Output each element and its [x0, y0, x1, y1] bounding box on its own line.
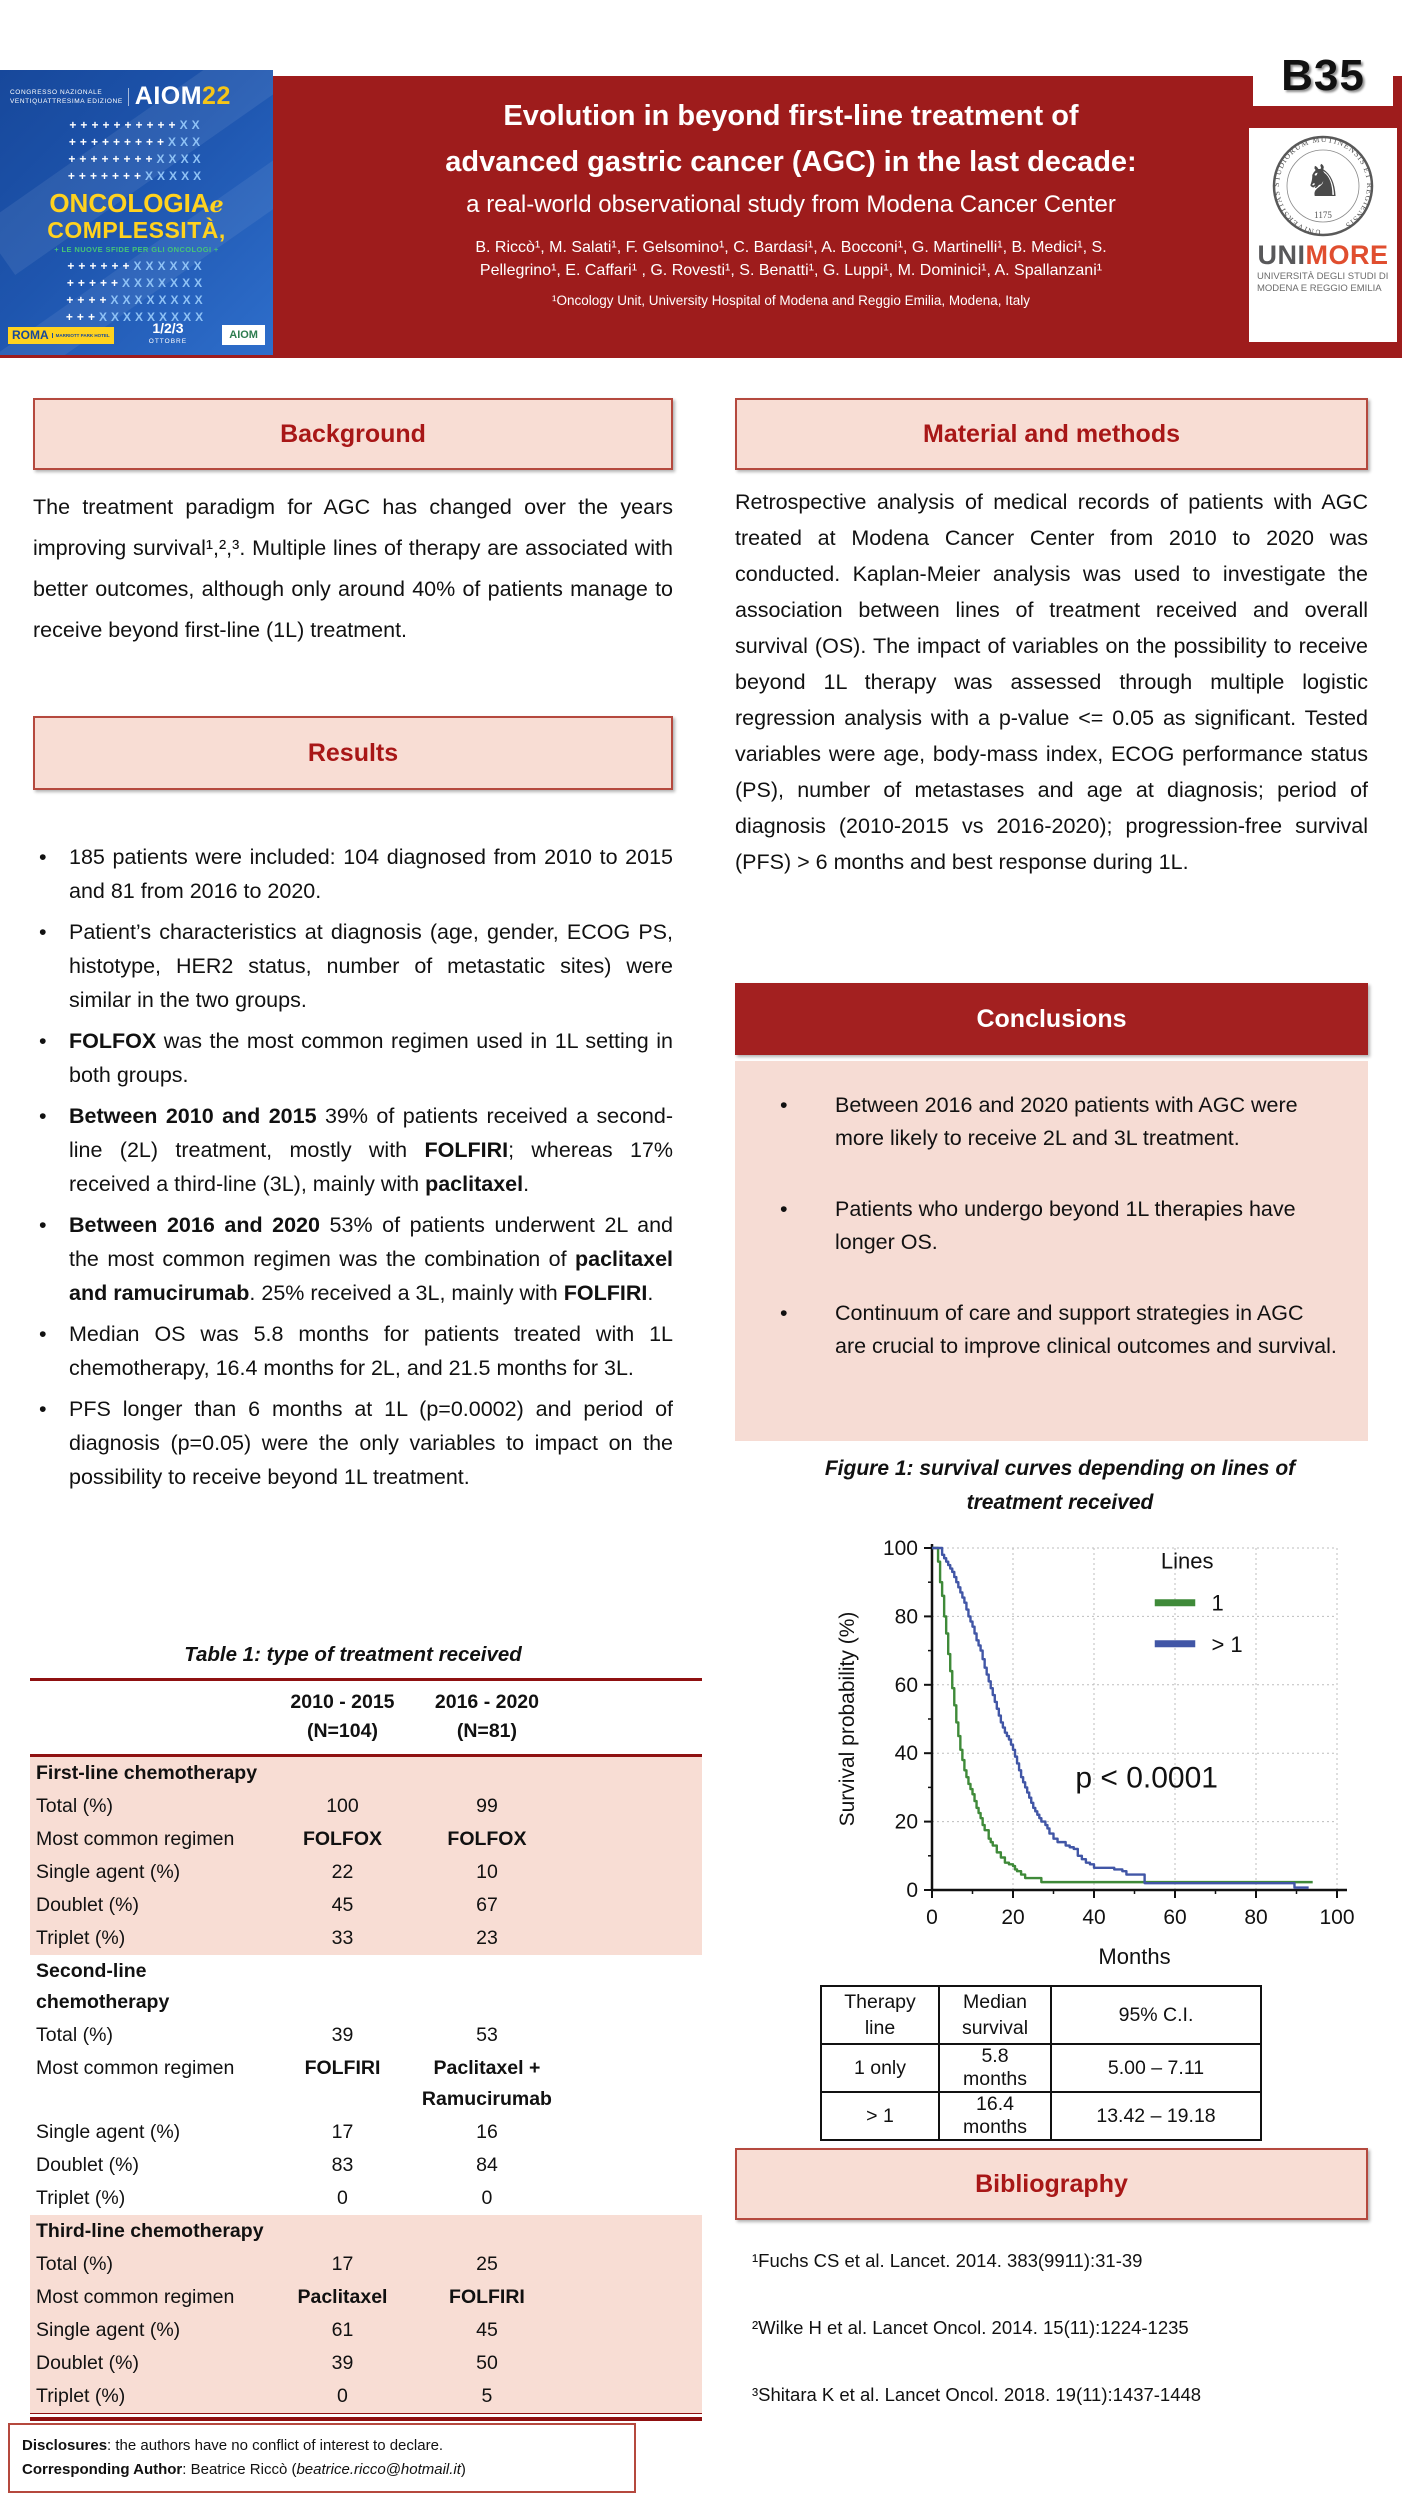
table1-value-2010-2015: 22	[272, 1856, 413, 1889]
table1-section-name: Second-line chemotherapy	[36, 1960, 170, 2013]
table1-empty-cell	[561, 1922, 702, 1955]
survival-table-header-row	[821, 1986, 1261, 2044]
table1-row	[30, 2281, 702, 2314]
y-tick-label: 100	[882, 1537, 918, 1560]
table1-empty-cell	[561, 1856, 702, 1889]
bibliography-section-header	[735, 2148, 1368, 2220]
table1-row	[30, 2116, 702, 2149]
unimore-logo	[1249, 128, 1397, 342]
table1-row-label: Most common regimen	[36, 2057, 235, 2079]
table1-value-2016-2020: 23	[413, 1922, 561, 1955]
table1-value-2016-2020: 10	[413, 1856, 561, 1889]
table1-row-label: Total (%)	[30, 1790, 272, 1823]
poster-number-badge: B35	[1253, 46, 1393, 106]
congress-dates-month: OTTOBRE	[148, 338, 188, 345]
table1-header-row	[30, 1680, 702, 1756]
venue-hotel: MARRIOTT PARK HOTEL	[52, 333, 110, 338]
table1-value-2010-2015: FOLFOX	[272, 1823, 413, 1856]
table1-value-2016-2020: 16	[476, 2121, 498, 2143]
table1-value-2016-2020: 67	[413, 1889, 561, 1922]
table1-row	[30, 2182, 702, 2215]
disclosures-line: Disclosures: the authors have no conflict of interest to declare.	[22, 2437, 444, 2454]
figure1-title: Figure 1: survival curves depending on lines of treatment received	[824, 1457, 1296, 1514]
unimore-subtitle	[1257, 271, 1389, 295]
methods-title: Material and methods	[923, 419, 1180, 448]
table1-section-name: Third-line chemotherapy	[30, 2215, 272, 2248]
table1-row-label: Single agent (%)	[30, 1856, 272, 1889]
legend-label: 1	[1211, 1590, 1224, 1616]
table1-row	[30, 2149, 702, 2182]
seal-year: 1175	[1314, 210, 1332, 220]
table1-row	[30, 1856, 702, 1889]
table1-empty-cell	[561, 2116, 702, 2149]
table1-row-label: Triplet (%)	[30, 1922, 272, 1955]
x-tick-label: 100	[1319, 1906, 1355, 1929]
table1-row	[30, 2314, 702, 2347]
table1-row	[30, 2019, 702, 2052]
unimore-uni: UNI	[1257, 240, 1306, 270]
table1-empty-cell	[561, 1790, 702, 1823]
results-bullet: • Patient’s characteristics at diagnosis (age, gender, ECOG PS, histotype, HER2 status, number of metastatic sites) were similar in the two groups.	[33, 915, 673, 1017]
table1-row	[30, 1889, 702, 1922]
table1-empty-cell	[561, 1756, 702, 1791]
x-tick-label: 0	[926, 1906, 938, 1929]
results-bullet: • PFS longer than 6 months at 1L (p=0.0002) and period of diagnosis (p=0.05) were the only variables to impact on the possibility to receive beyond 1L treatment.	[33, 1392, 673, 1494]
congress-dates	[149, 322, 187, 348]
congress-word-complessita: COMPLESSITÀ,	[47, 217, 226, 243]
table1-header-empty	[30, 1680, 272, 1756]
table1-value-2016-2020: 99	[413, 1790, 561, 1823]
table1-row	[30, 1922, 702, 1955]
table1-row	[30, 1823, 702, 1856]
table1-value-2016-2020: 45	[413, 2314, 561, 2347]
table1-row	[30, 2248, 702, 2281]
disclosures-box	[8, 2423, 636, 2493]
p-value-annotation: p < 0.0001	[1075, 1761, 1218, 1795]
conclusions-body	[735, 1061, 1368, 1441]
table1-empty-cell	[561, 2347, 702, 2380]
aiom-brand-text: AIOM	[134, 82, 203, 110]
results-bullet: • 185 patients were included: 104 diagnosed from 2010 to 2015 and 81 from 2016 to 2020.	[33, 840, 673, 908]
congress-logo-header	[0, 70, 273, 113]
table1-section-row	[30, 1955, 702, 2019]
table1-row-label: Doublet (%)	[36, 2154, 139, 2176]
survival-table-cell: 16.4 months	[939, 2092, 1051, 2140]
table1-value-2016-2020: 84	[476, 2154, 498, 2176]
table1-empty-cell	[561, 2052, 702, 2116]
table1-empty-cell	[561, 2019, 702, 2052]
decorative-plus-row: ++++++++++XX	[69, 118, 204, 132]
table1-empty-cell	[561, 2281, 702, 2314]
table1-value-2010-2015: 0	[272, 2380, 413, 2414]
x-tick-label: 20	[1001, 1906, 1025, 1929]
table1-value-2016-2020: 50	[413, 2347, 561, 2380]
results-bullet: • Between 2016 and 2020 53% of patients underwent 2L and the most common regimen was the combination of paclitaxel and ramucirumab. 25% received a 3L, mainly with FOLFIRI.	[33, 1208, 673, 1310]
bibliography-list	[752, 2250, 1372, 2451]
table1-empty-cell	[561, 2314, 702, 2347]
survival-table-cell: 5.00 – 7.11	[1051, 2044, 1261, 2092]
congress-kicker-line2: VENTIQUATTRESIMA EDIZIONE	[10, 97, 123, 105]
table1-value-2010-2015: 45	[272, 1889, 413, 1922]
x-tick-label: 40	[1082, 1906, 1106, 1929]
table1-value-2016-2020: FOLFIRI	[413, 2281, 561, 2314]
table1-empty-cell	[272, 2215, 413, 2248]
poster-title-line1: Evolution in beyond first-line treatment of	[503, 100, 1079, 132]
unimore-more: MORE	[1305, 240, 1389, 270]
table1-value-2010-2015: 39	[272, 2347, 413, 2380]
table1-value-2016-2020: 5	[413, 2380, 561, 2414]
seal-text: UNIVERSITAS STUDIORUM MUTINENSIS ET REGIENSIS	[1271, 134, 1375, 238]
table1-value-2010-2015: 17	[331, 2121, 354, 2143]
congress-kicker	[10, 88, 129, 106]
table1-row-label: Doublet (%)	[30, 1889, 272, 1922]
table1-empty-cell	[561, 2182, 702, 2215]
venue-city: ROMA	[12, 327, 49, 342]
bibliography-item: ²Wilke H et al. Lancet Oncol. 2014. 15(11):1224-1235	[752, 2317, 1189, 2338]
survival-table-cell: 5.8 months	[939, 2044, 1051, 2092]
survival-table-header: 95% C.I.	[1051, 1986, 1261, 2044]
background-paragraph: The treatment paradigm for AGC has changed over the years improving survival¹,²,³. Multiple lines of therapy are associated with better outcomes, although only around 40% of patients manage to receive beyond first-line (1L) treatment.	[33, 495, 673, 642]
table1-row-label: Most common regimen	[30, 1823, 272, 1856]
survival-table-cell: 13.42 – 19.18	[1051, 2092, 1261, 2140]
decorative-plus-pattern-top	[0, 117, 273, 185]
table1-value-2016-2020: FOLFOX	[413, 1823, 561, 1856]
poster-subtitle: a real-world observational study from Modena Cancer Center	[466, 191, 1116, 218]
table1-row	[30, 2052, 702, 2116]
affiliation-line: ¹Oncology Unit, University Hospital of Modena and Reggio Emilia, Modena, Italy	[552, 293, 1030, 308]
table1-section-name: First-line chemotherapy	[30, 1756, 272, 1791]
table1-row-label: Total (%)	[36, 2024, 113, 2046]
bibliography-item: ¹Fuchs CS et al. Lancet. 2014. 383(9911):31-39	[752, 2250, 1143, 2271]
table1-container	[30, 1678, 702, 2421]
table1-value-2010-2015: 61	[272, 2314, 413, 2347]
table1-row-label: Triplet (%)	[36, 2187, 126, 2209]
results-bullet: • Median OS was 5.8 months for patients treated with 1L chemotherapy, 16.4 months for 2L, and 21.5 months for 3L.	[33, 1317, 673, 1385]
survival-table-header: Therapy line	[821, 1986, 939, 2044]
table1-empty-cell	[561, 2149, 702, 2182]
results-section-header	[33, 716, 673, 790]
table1-empty-cell	[561, 1823, 702, 1856]
y-tick-label: 20	[894, 1810, 918, 1834]
x-axis-label: Months	[1098, 1944, 1171, 1969]
unimore-wordmark	[1258, 240, 1389, 271]
results-title: Results	[307, 738, 399, 767]
legend-title: Lines	[1160, 1548, 1214, 1574]
congress-logo-panel	[0, 70, 273, 355]
methods-paragraph: Retrospective analysis of medical records of patients with AGC treated at Modena Cancer Center from 2010 to 2020 was conducted. Kaplan-Meier analysis was used to investigate the association between lines of treatment received and overall survival (OS). The impact of variables on the possibility to receive beyond 1L therapy was assessed through multiple logistic regression analysis with a p-value <= 0.05 as significant. Tested variables were age, body-mass index, ECOG performance status (PS), number of metastases and age at diagnosis; period of diagnosis (2010-2015 vs 2016-2020); progression-free survival (PFS) > 6 months and best response during 1L.	[735, 490, 1368, 874]
conclusions-bullet: • Patients who undergo beyond 1L therapies have longer OS.	[735, 1193, 1338, 1259]
table1-header-period1: 2010 - 2015 (N=104)	[272, 1680, 413, 1756]
table1-row	[30, 2380, 702, 2414]
table1-value-2016-2020: 0	[481, 2187, 493, 2209]
aiom22-logo	[135, 82, 231, 111]
table1-empty-cell	[413, 2215, 561, 2248]
table1	[30, 1678, 702, 2414]
decorative-plus-row: +++++++++XXX	[68, 135, 205, 149]
unimore-subtitle-line2: MODENA E REGGIO EMILIA	[1257, 283, 1382, 294]
conclusions-title: Conclusions	[976, 1004, 1127, 1033]
table1-empty-cell	[561, 2215, 702, 2248]
table1-empty-cell	[561, 1889, 702, 1922]
bibliography-item: ³Shitara K et al. Lancet Oncol. 2018. 19(11):1437-1448	[752, 2384, 1202, 2405]
conclusions-section-header	[735, 983, 1368, 1055]
y-tick-label: 60	[894, 1673, 918, 1697]
table1-row	[30, 2347, 702, 2380]
x-tick-label: 80	[1244, 1906, 1268, 1929]
table1-value-2010-2015: 33	[272, 1922, 413, 1955]
survival-table-cell: > 1	[821, 2092, 939, 2140]
table1-value-2010-2015: 0	[337, 2187, 348, 2209]
table1-value-2016-2020: 25	[413, 2248, 561, 2281]
decorative-plus-row: ++++++++XXXX	[68, 152, 205, 166]
survival-table-header: Median survival	[939, 1986, 1051, 2044]
table1-empty-cell	[272, 1955, 413, 2019]
background-section-header	[33, 398, 673, 470]
methods-section-header	[735, 398, 1368, 470]
table1-row-label: Single agent (%)	[30, 2314, 272, 2347]
table1-row-label: Total (%)	[30, 2248, 272, 2281]
congress-logo-footer	[8, 322, 265, 348]
unimore-seal-icon	[1271, 134, 1375, 238]
table1-value-2010-2015: 83	[331, 2154, 354, 2176]
table1-empty-cell	[413, 1756, 561, 1791]
table1-row	[30, 1790, 702, 1823]
table1-empty-cell	[561, 2248, 702, 2281]
table1-row-label: Most common regimen	[30, 2281, 272, 2314]
legend-label: > 1	[1211, 1631, 1243, 1657]
table1-empty-cell	[561, 2380, 702, 2414]
table1-header-period2: 2016 - 2020 (N=81)	[413, 1680, 561, 1756]
x-tick-label: 60	[1163, 1906, 1187, 1929]
survival-table-cell: 1 only	[821, 2044, 939, 2092]
table1-value-2016-2020: 53	[476, 2024, 498, 2046]
conclusions-bullet-list	[735, 1061, 1368, 1363]
aiom-mini-logo: AIOM	[222, 325, 265, 345]
table1-value-2010-2015: 17	[272, 2248, 413, 2281]
bibliography-title: Bibliography	[975, 2169, 1128, 2198]
y-tick-label: 80	[894, 1605, 918, 1629]
congress-word-oncologia	[0, 190, 273, 218]
decorative-plus-row: +++++++XXXXX	[67, 169, 206, 183]
table1-value-2010-2015: FOLFIRI	[304, 2057, 381, 2079]
table1-section-row	[30, 2215, 702, 2248]
aiom-brand-year: 22	[202, 82, 231, 110]
table1-value-2010-2015: 39	[331, 2024, 354, 2046]
decorative-plus-row: +++++XXXXXXX	[66, 276, 207, 290]
y-tick-label: 40	[894, 1742, 918, 1766]
results-bullet-list	[33, 840, 673, 1501]
congress-tagline: + LE NUOVE SFIDE PER GLI ONCOLOGI +	[54, 245, 219, 254]
corresponding-author-line: Corresponding Author: Beatrice Riccò (beatrice.ricco@hotmail.it)	[22, 2461, 466, 2478]
survival-table-row	[821, 2044, 1261, 2092]
survival-table-container	[820, 1985, 1262, 2141]
authors-line: B. Riccò¹, M. Salati¹, F. Gelsomino¹, C. Bardasi¹, A. Bocconi¹, G. Martinelli¹, B. Medici¹, S. Pellegrino¹, E. Caffari¹ , G. Rovesti¹, S. Benatti¹, G. Luppi¹, M. Dominici¹, A. Spallanzani¹	[475, 239, 1107, 279]
table1-row-label: Doublet (%)	[30, 2347, 272, 2380]
venue-badge	[8, 327, 114, 344]
conclusions-bullet: • Between 2016 and 2020 patients with AGC were more likely to receive 2L and 3L treatment.	[735, 1089, 1338, 1155]
table1-value-2010-2015: 100	[272, 1790, 413, 1823]
unimore-subtitle-line1: UNIVERSITÀ DEGLI STUDI DI	[1257, 271, 1389, 282]
table1-empty-cell	[561, 1955, 702, 2019]
table1-title: Table 1: type of treatment received	[184, 1643, 522, 1666]
table1-empty-cell	[413, 1955, 561, 2019]
table1-header-spacer	[561, 1680, 702, 1756]
table1-value-2010-2015: Paclitaxel	[272, 2281, 413, 2314]
table1-empty-cell	[272, 1756, 413, 1791]
table1-row-label: Triplet (%)	[30, 2380, 272, 2414]
table1-row-label: Single agent (%)	[36, 2121, 181, 2143]
kaplan-meier-chart	[832, 1532, 1372, 1980]
results-bullet: • FOLFOX was the most common regimen used in 1L setting in both groups.	[33, 1024, 673, 1092]
table1-section-row	[30, 1756, 702, 1791]
decorative-plus-pattern-bottom	[0, 258, 273, 326]
y-tick-label: 0	[906, 1879, 918, 1902]
table1-value-2016-2020: Paclitaxel + Ramucirumab	[421, 2057, 552, 2110]
background-title: Background	[280, 419, 426, 448]
poster-title-line2: advanced gastric cancer (AGC) in the last decade:	[445, 146, 1137, 178]
survival-table	[820, 1985, 1262, 2141]
congress-word1-e: e	[209, 192, 224, 218]
congress-word1: ONCOLOGIA	[49, 188, 210, 218]
survival-table-row	[821, 2092, 1261, 2140]
congress-dates-days: 1/2/3	[152, 320, 184, 336]
congress-kicker-line1: CONGRESSO NAZIONALE	[10, 88, 103, 96]
decorative-plus-row: ++++++XXXXXX	[67, 259, 206, 273]
decorative-plus-row: +++XXXXXXXXX	[65, 310, 208, 324]
y-axis-label: Survival probability (%)	[836, 1611, 859, 1827]
results-bullet: • Between 2010 and 2015 39% of patients received a second-line (2L) treatment, mostly with FOLFIRI; whereas 17% received a third-line (3L), mainly with paclitaxel.	[33, 1099, 673, 1201]
conclusions-bullet: • Continuum of care and support strategies in AGC are crucial to improve clinical outcomes and survival.	[735, 1297, 1338, 1363]
decorative-plus-row: ++++XXXXXXXX	[66, 293, 207, 307]
chess-knight-icon: ♞	[1303, 157, 1343, 206]
